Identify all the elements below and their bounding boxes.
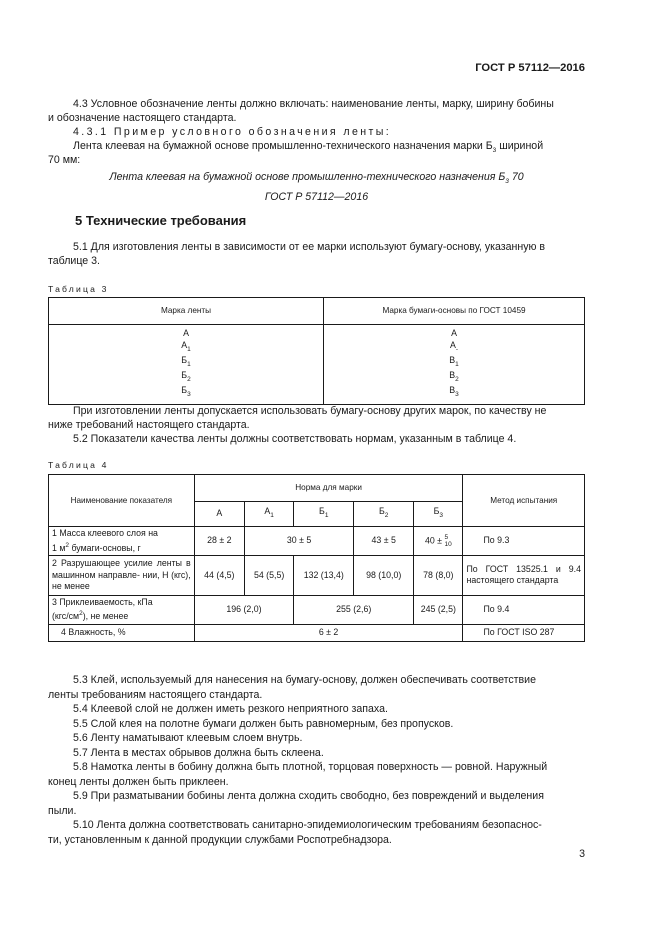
table-3-col-head-mark: Марка ленты [49,298,324,325]
table-4-mark-a1: $А_1$ [244,502,293,527]
table-3 [48,297,585,405]
table-4-r1-a: 28 ± 2 [194,527,244,556]
table-4-r2-a: 44 (4,5) [194,555,244,595]
table-4-r2-name: 2 Разрушающее усилие ленты в машинном направле- нии, Н (кгс), не менее [49,555,195,595]
para-5-10: 5.10 Лента должна соответствовать санитарно-эпидемиологическим требованиям безопаснос- [73,819,542,831]
table-4-r3-a-a1: 196 (2,0) [194,595,294,624]
requirements-list [48,673,585,847]
table-4-r1-b2: 43 ± 5 [354,527,414,556]
page-number: 3 [579,848,585,860]
table-3-label: Таблица 3 [48,284,109,294]
table-3-col-head-paper: Марка бумаги-основы по ГОСТ 10459 [324,298,585,325]
para-5-3: 5.3 Клей, используемый для нанесения на бумагу-основу, должен обеспечивать соответствие [73,674,536,686]
table-4-row-1 [49,527,585,556]
table-4-row-3 [49,595,585,624]
para-4-3-cont: и обозначение настоящего стандарта. [48,112,237,124]
table-4-r3-b1-b2: 255 (2,6) [294,595,414,624]
table-4-mark-b1: $Б_1$ [294,502,354,527]
table-4-r3-name: 3 Приклеиваемость, кПа $(кгс/см^2)$, не менее [49,595,195,624]
table-4-r2-method: По ГОСТ 13525.1 и 9.4 настоящего стандарта [463,555,585,595]
table-4-row-4 [49,624,585,641]
para-4-3-1-label: 4.3.1 Пример условного обозначения ленты: [73,126,392,138]
table-4-r2-b3: 78 (8,0) [414,555,463,595]
table-4-r2-b1: 132 (13,4) [294,555,354,595]
table-4-mark-b2: $Б_2$ [354,502,414,527]
section-5-heading: 5 Технические требования [75,213,247,228]
table-3-header [49,298,585,325]
para-alt-paper: При изготовлении ленты допускается использовать бумагу-основу других марок, по качеству не [73,405,547,417]
table-4-r1-name: 1 Масса клеевого слоя на 1 $м^2$ бумаги-основы, г [49,527,195,556]
table-4-r1-a1-b1: 30 ± 5 [244,527,353,556]
para-5-8-cont: конец ленты должен быть приклеен. [48,775,229,788]
para-5-1-cont: таблице 3. [48,255,100,267]
para-5-9: 5.9 При разматывании бобины лента должна сходить свободно, без повреждений и выделения [73,790,544,802]
para-5-2: 5.2 Показатели качества ленты должны соответствовать нормам, указанным в таблице 4. [73,433,517,445]
para-4-3-1-text: Лента клеевая на бумажной основе промышленно-технического назначения марки $Б_3$ шириной [73,140,544,155]
table-4-r2-a1: 54 (5,5) [244,555,293,595]
table-4-r4-value: 6 ± 2 [194,624,463,641]
table-4-head-method: Метод испытания [463,475,585,527]
para-5-9-cont: пыли. [48,804,77,817]
table-4-mark-b3: $Б_3$ [414,502,463,527]
table-4-r1-b3: 40 ± 5 10 [414,527,463,556]
table-4-mark-a: А [194,502,244,527]
para-5-6: 5.6 Ленту наматывают клеевым слоем внутрь. [73,732,303,744]
para-5-4: 5.4 Клеевой слой не должен иметь резкого неприятного запаха. [73,703,388,715]
table-4-row-2 [49,555,585,595]
table-4 [48,474,585,642]
para-5-3-cont: ленты требованиям настоящего стандарта. [48,688,263,701]
table-4-r1-method: По 9.3 [463,527,585,556]
para-5-7: 5.7 Лента в местах обрывов должна быть склеена. [73,746,324,759]
designation-example: Лента клеевая на бумажной основе промышленно-технического назначения $Б_3$ 70 ГОСТ Р 57112—2016 [109,171,524,203]
para-5-10-cont: ти, установленным к данной продукции службами Роспотребнадзора. [48,833,392,846]
para-5-8: 5.8 Намотка ленты в бобину должна быть плотной, торцовая поверхность — ровной. Наружный [73,761,548,773]
table-4-head-norm: Норма для марки [194,475,463,502]
table-4-r2-b2: 98 (10,0) [354,555,414,595]
doc-header: ГОСТ Р 57112—2016 [475,62,585,74]
table-3-paper-cell: А $А_-$ $В_1$ $В_2$ $В_3$ [324,325,585,405]
table-4-header [49,475,585,502]
table-3-row [49,325,585,405]
table-4-r4-name: 4 Влажность, % [49,624,195,641]
para-5-5: 5.5 Слой клея на полотне бумаги должен быть равномерным, без пропусков. [73,717,454,730]
para-5-1: 5.1 Для изготовления ленты в зависимости от ее марки используют бумагу-основу, указанную в [73,241,546,253]
para-alt-paper-cont: ниже требований настоящего стандарта. [48,419,250,431]
para-4-3-1-cont: 70 мм: [48,154,81,166]
table-4-head-name: Наименование показателя [49,475,195,527]
table-3-mark-cell: А $А_1$ $Б_1$ $Б_2$ $Б_3$ [49,325,324,405]
para-4-3: 4.3 Условное обозначение ленты должно включать: наименование ленты, марку, ширину бобины [73,98,554,110]
table-4-r3-b3: 245 (2,5) [414,595,463,624]
table-4-label: Таблица 4 [48,460,109,470]
table-4-r3-method: По 9.4 [463,595,585,624]
table-4-r4-method: По ГОСТ ISO 287 [463,624,585,641]
